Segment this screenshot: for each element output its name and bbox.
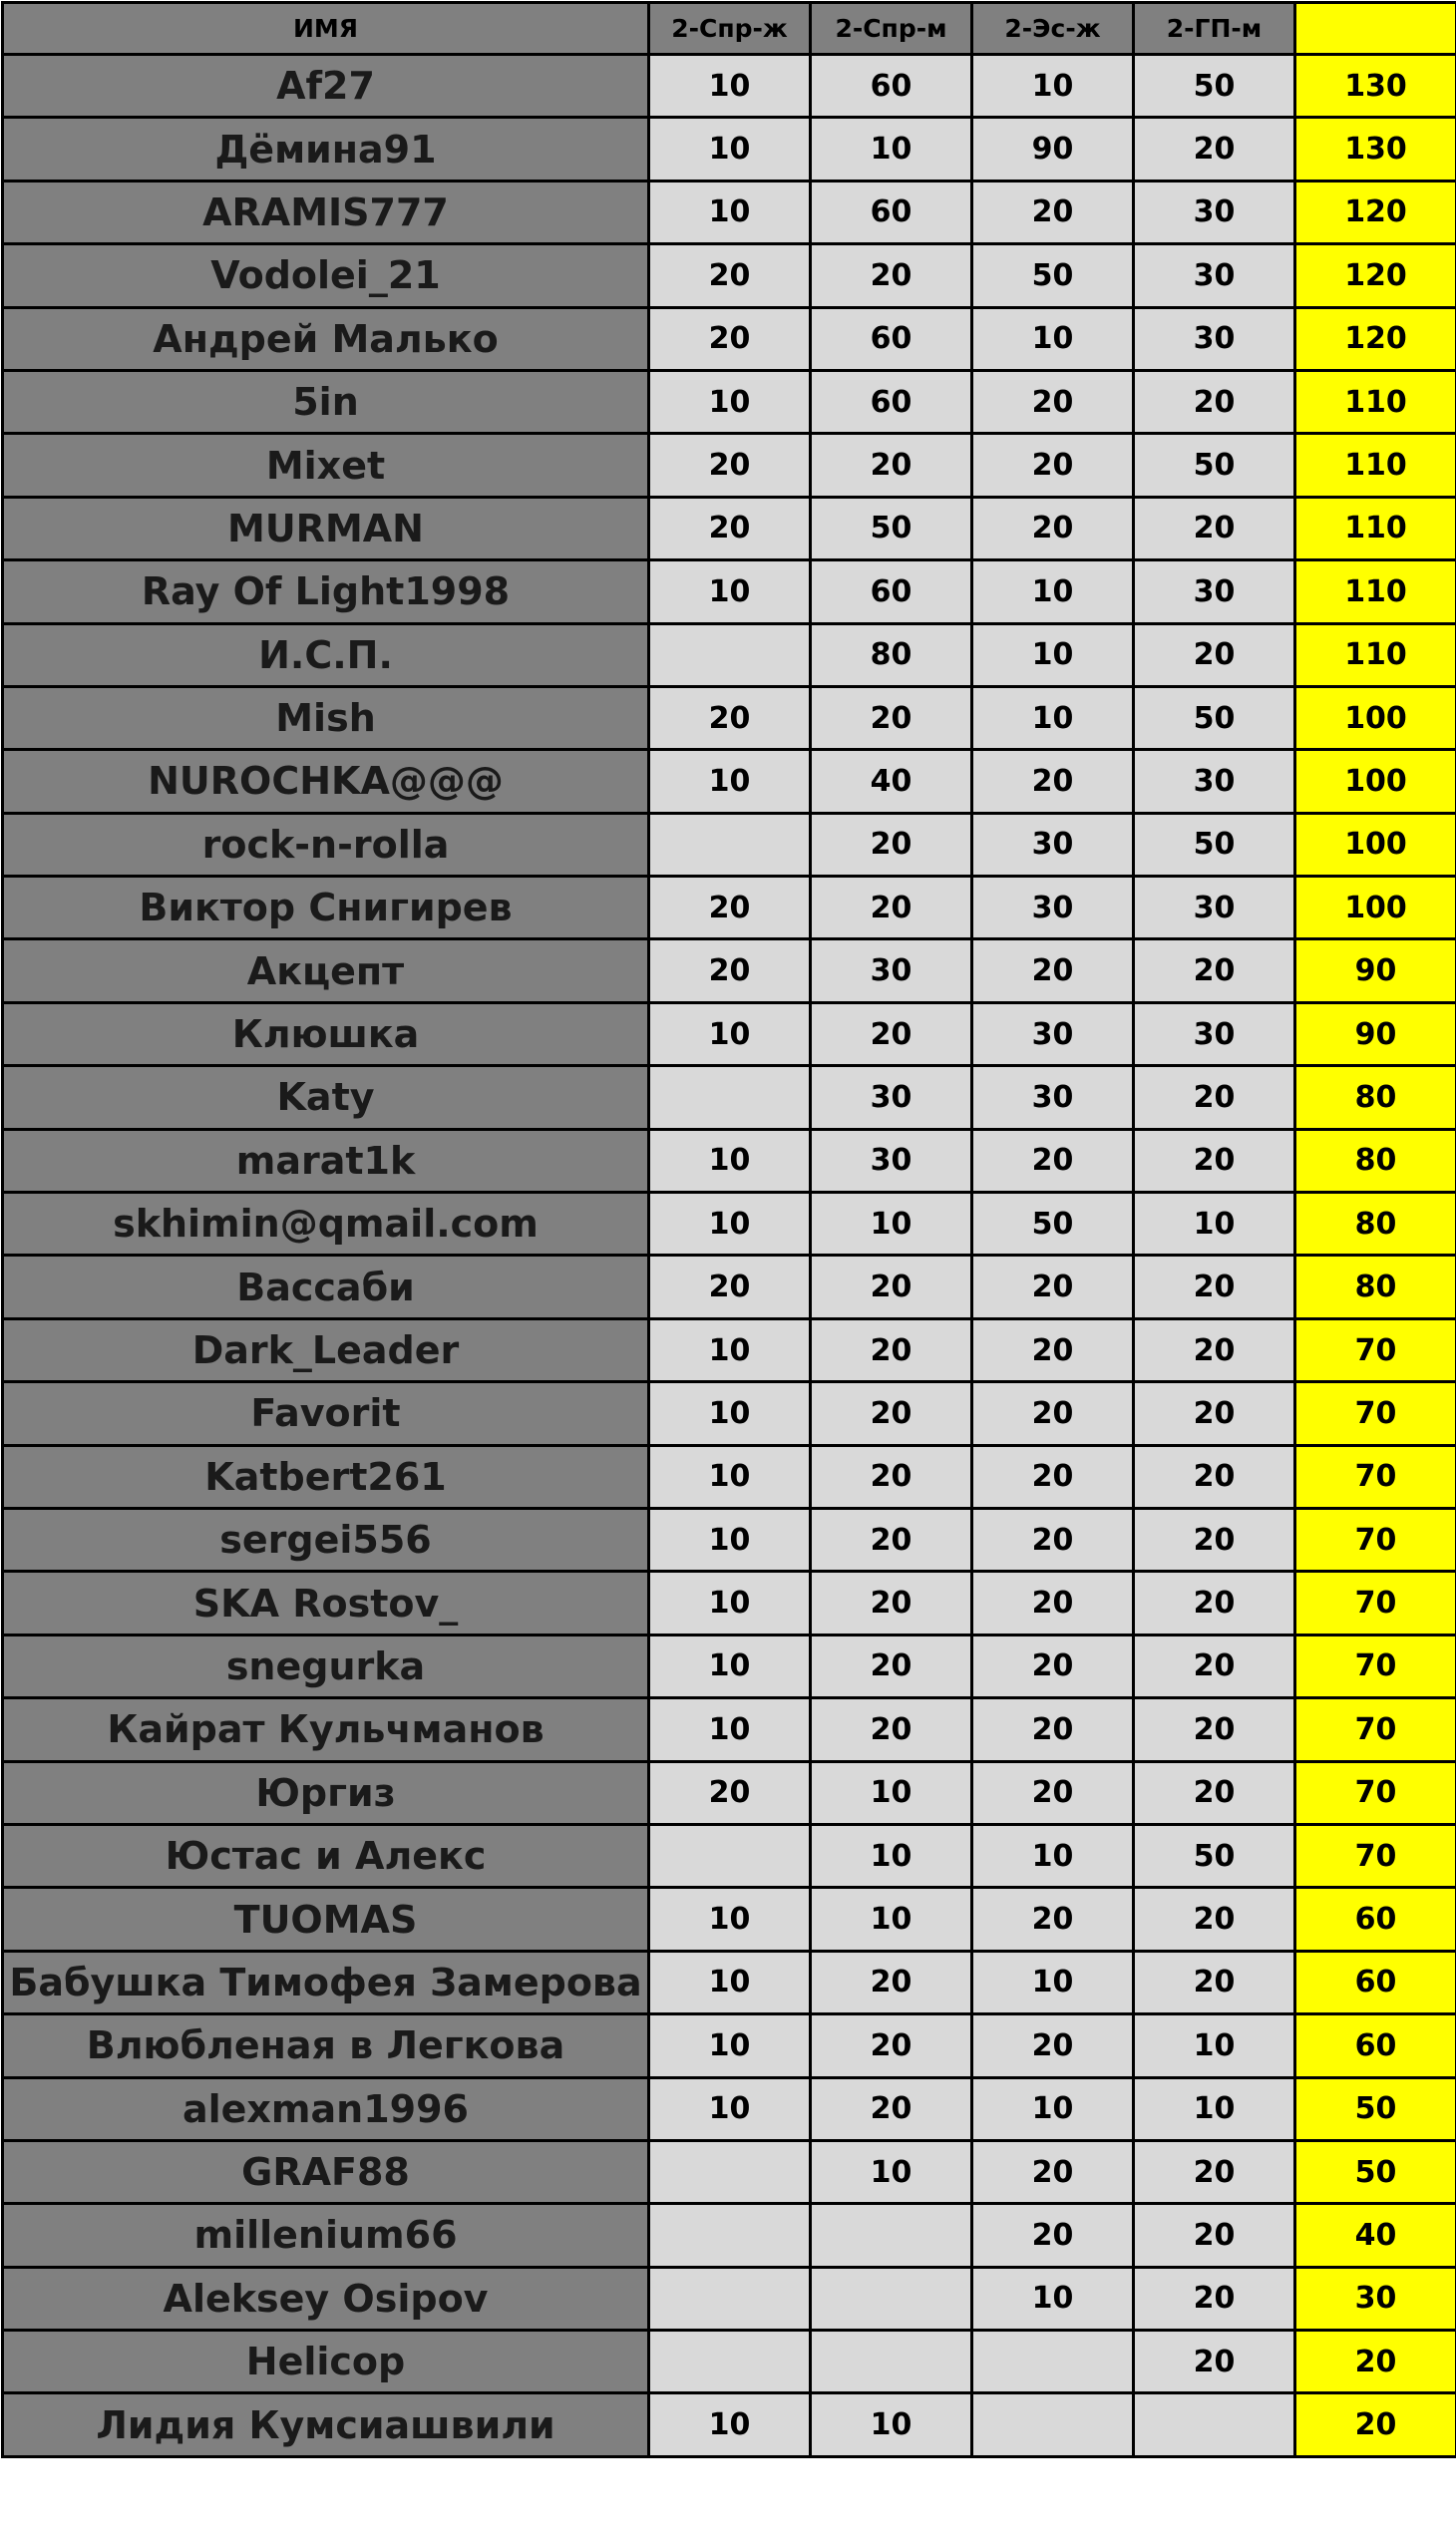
score-cell — [649, 2204, 811, 2267]
score-cell: 10 — [972, 307, 1134, 370]
table-row — [3, 1572, 1456, 1635]
score-cell: 80 — [811, 623, 972, 686]
score-cell: 10 — [811, 2140, 972, 2203]
score-cell: 10 — [649, 1951, 811, 2013]
score-cell: 30 — [972, 813, 1134, 876]
total-cell: 80 — [1295, 1066, 1456, 1129]
total-cell: 80 — [1295, 1193, 1456, 1256]
score-cell: 20 — [811, 813, 972, 876]
table-row — [3, 1824, 1456, 1887]
score-cell: 50 — [972, 244, 1134, 307]
score-cell: 50 — [1134, 55, 1295, 118]
table-row — [3, 623, 1456, 686]
total-cell: 50 — [1295, 2140, 1456, 2203]
participant-name: Helicop — [3, 2331, 649, 2393]
table-row — [3, 1888, 1456, 1951]
table-row — [3, 1951, 1456, 2013]
score-cell: 10 — [811, 1761, 972, 1824]
score-cell: 20 — [1134, 2140, 1295, 2203]
score-cell: 20 — [972, 497, 1134, 559]
total-cell: 90 — [1295, 1002, 1456, 1065]
score-cell: 20 — [649, 497, 811, 559]
total-cell: 70 — [1295, 1698, 1456, 1761]
score-cell: 20 — [1134, 2331, 1295, 2393]
table-row — [3, 2077, 1456, 2140]
score-cell: 10 — [649, 181, 811, 243]
total-cell: 120 — [1295, 244, 1456, 307]
score-cell: 10 — [972, 560, 1134, 623]
score-cell: 20 — [972, 2140, 1134, 2203]
table-row — [3, 1193, 1456, 1256]
header-2-es-zh: 2-Эс-ж — [972, 3, 1134, 55]
score-cell: 20 — [811, 244, 972, 307]
score-cell: 20 — [972, 1761, 1134, 1824]
score-cell — [811, 2204, 972, 2267]
score-cell: 10 — [649, 750, 811, 813]
score-cell: 20 — [811, 2014, 972, 2077]
score-cell: 20 — [649, 877, 811, 939]
participant-name: Katy — [3, 1066, 649, 1129]
score-cell: 30 — [1134, 1002, 1295, 1065]
score-cell: 20 — [1134, 939, 1295, 1002]
score-cell: 20 — [1134, 1382, 1295, 1445]
total-cell: 110 — [1295, 370, 1456, 433]
score-cell: 10 — [972, 55, 1134, 118]
participant-name: Af27 — [3, 55, 649, 118]
total-cell: 70 — [1295, 1445, 1456, 1508]
score-cell: 60 — [811, 370, 972, 433]
total-cell: 120 — [1295, 307, 1456, 370]
participant-name: Aleksey Osipov — [3, 2267, 649, 2330]
score-cell: 10 — [649, 1129, 811, 1192]
table-row — [3, 686, 1456, 749]
score-cell: 20 — [649, 939, 811, 1002]
table-row — [3, 813, 1456, 876]
table-row — [3, 1066, 1456, 1129]
total-cell: 110 — [1295, 623, 1456, 686]
table-row — [3, 370, 1456, 433]
score-cell: 20 — [1134, 1256, 1295, 1318]
score-cell: 10 — [649, 1888, 811, 1951]
score-cell: 10 — [649, 55, 811, 118]
participant-name: Влюбленая в Легкова — [3, 2014, 649, 2077]
score-cell: 10 — [811, 1888, 972, 1951]
table-row — [3, 2204, 1456, 2267]
table-row — [3, 2331, 1456, 2393]
score-cell: 30 — [811, 1129, 972, 1192]
total-cell: 70 — [1295, 1508, 1456, 1571]
total-cell: 90 — [1295, 939, 1456, 1002]
score-cell: 50 — [811, 497, 972, 559]
participant-name: Лидия Кумсиашвили — [3, 2393, 649, 2456]
total-cell: 30 — [1295, 2267, 1456, 2330]
table-row — [3, 181, 1456, 243]
table-row — [3, 55, 1456, 118]
score-cell: 20 — [811, 434, 972, 497]
score-cell — [649, 813, 811, 876]
table-row — [3, 750, 1456, 813]
score-cell: 30 — [972, 1066, 1134, 1129]
score-cell: 20 — [972, 1698, 1134, 1761]
participant-name: GRAF88 — [3, 2140, 649, 2203]
total-cell: 130 — [1295, 55, 1456, 118]
table-row — [3, 1508, 1456, 1571]
score-cell: 30 — [1134, 307, 1295, 370]
participant-name: И.С.П. — [3, 623, 649, 686]
score-cell: 30 — [1134, 181, 1295, 243]
score-cell: 20 — [972, 434, 1134, 497]
score-cell: 20 — [972, 1635, 1134, 1697]
table-row — [3, 1002, 1456, 1065]
score-cell: 20 — [811, 1635, 972, 1697]
score-cell — [649, 2140, 811, 2203]
table-row — [3, 1318, 1456, 1381]
total-cell: 130 — [1295, 118, 1456, 181]
score-cell: 20 — [972, 1129, 1134, 1192]
score-cell: 10 — [649, 1635, 811, 1697]
total-cell: 110 — [1295, 497, 1456, 559]
participant-name: NUROCHKA@@@ — [3, 750, 649, 813]
score-cell: 20 — [811, 1572, 972, 1635]
total-cell: 40 — [1295, 2204, 1456, 2267]
score-cell: 10 — [972, 1951, 1134, 2013]
total-cell: 20 — [1295, 2393, 1456, 2456]
total-cell: 110 — [1295, 434, 1456, 497]
header-2-spr-m: 2-Спр-м — [811, 3, 972, 55]
score-cell: 60 — [811, 55, 972, 118]
participant-name: alexman1996 — [3, 2077, 649, 2140]
score-cell: 20 — [649, 686, 811, 749]
total-cell: 70 — [1295, 1318, 1456, 1381]
total-cell: 120 — [1295, 181, 1456, 243]
score-cell: 30 — [972, 1002, 1134, 1065]
score-cell: 20 — [1134, 1888, 1295, 1951]
score-cell: 20 — [649, 244, 811, 307]
score-cell: 10 — [972, 1824, 1134, 1887]
table-row — [3, 560, 1456, 623]
score-cell: 20 — [649, 1256, 811, 1318]
table-row — [3, 118, 1456, 181]
participant-name: Виктор Снигирев — [3, 877, 649, 939]
score-cell: 50 — [1134, 813, 1295, 876]
participant-name: SKA Rostov_ — [3, 1572, 649, 1635]
participant-name: Кайрат Кульчманов — [3, 1698, 649, 1761]
total-cell: 50 — [1295, 2077, 1456, 2140]
score-cell: 10 — [972, 623, 1134, 686]
table-row — [3, 1129, 1456, 1192]
score-cell: 20 — [649, 307, 811, 370]
score-cell: 20 — [972, 1572, 1134, 1635]
score-cell: 10 — [1134, 2014, 1295, 2077]
total-cell: 110 — [1295, 560, 1456, 623]
table-row — [3, 244, 1456, 307]
score-cell: 10 — [811, 1193, 972, 1256]
header-2-spr-zh: 2-Спр-ж — [649, 3, 811, 55]
score-cell: 10 — [649, 1572, 811, 1635]
score-cell: 10 — [811, 118, 972, 181]
score-cell: 20 — [1134, 1951, 1295, 2013]
total-cell: 60 — [1295, 2014, 1456, 2077]
score-cell: 10 — [811, 1824, 972, 1887]
participant-name: snegurka — [3, 1635, 649, 1697]
table-row — [3, 2140, 1456, 2203]
score-cell: 20 — [1134, 1761, 1295, 1824]
total-cell: 80 — [1295, 1129, 1456, 1192]
score-cell: 20 — [1134, 1635, 1295, 1697]
score-cell: 10 — [649, 1382, 811, 1445]
score-cell: 20 — [1134, 2267, 1295, 2330]
total-cell: 70 — [1295, 1635, 1456, 1697]
total-cell: 80 — [1295, 1256, 1456, 1318]
score-cell: 10 — [649, 2393, 811, 2456]
table-body — [3, 55, 1456, 2457]
score-cell — [811, 2267, 972, 2330]
score-cell: 20 — [1134, 497, 1295, 559]
participant-name: Katbert261 — [3, 1445, 649, 1508]
score-cell: 20 — [972, 2014, 1134, 2077]
participant-name: sergei556 — [3, 1508, 649, 1571]
score-cell: 20 — [1134, 1698, 1295, 1761]
participant-name: Favorit — [3, 1382, 649, 1445]
participant-name: MURMAN — [3, 497, 649, 559]
total-cell: 60 — [1295, 1951, 1456, 2013]
score-cell: 20 — [1134, 1572, 1295, 1635]
score-cell: 20 — [811, 2077, 972, 2140]
score-cell: 20 — [972, 181, 1134, 243]
score-cell: 20 — [649, 434, 811, 497]
score-cell: 60 — [811, 181, 972, 243]
score-cell — [649, 2331, 811, 2393]
table-row — [3, 1256, 1456, 1318]
participant-name: Юстас и Алекс — [3, 1824, 649, 1887]
score-cell: 30 — [1134, 877, 1295, 939]
total-cell: 70 — [1295, 1824, 1456, 1887]
table-row — [3, 434, 1456, 497]
header-total — [1295, 3, 1456, 55]
participant-name: Vodolei_21 — [3, 244, 649, 307]
score-cell: 20 — [1134, 118, 1295, 181]
score-cell — [972, 2331, 1134, 2393]
score-cell: 20 — [972, 750, 1134, 813]
score-cell: 20 — [811, 1698, 972, 1761]
score-cell: 20 — [811, 1508, 972, 1571]
table-row — [3, 2393, 1456, 2456]
total-cell: 100 — [1295, 877, 1456, 939]
table-row — [3, 1382, 1456, 1445]
score-cell: 10 — [649, 1445, 811, 1508]
score-cell: 20 — [1134, 623, 1295, 686]
participant-name: Клюшка — [3, 1002, 649, 1065]
participant-name: skhimin@qmail.com — [3, 1193, 649, 1256]
score-cell: 20 — [972, 1445, 1134, 1508]
participant-name: Бабушка Тимофея Замерова — [3, 1951, 649, 2013]
table-row — [3, 1445, 1456, 1508]
score-cell: 10 — [649, 370, 811, 433]
score-cell: 20 — [649, 1761, 811, 1824]
score-cell: 60 — [811, 307, 972, 370]
score-cell: 10 — [972, 2267, 1134, 2330]
total-cell: 70 — [1295, 1761, 1456, 1824]
score-cell: 20 — [1134, 1318, 1295, 1381]
score-cell: 20 — [811, 1002, 972, 1065]
table-row — [3, 497, 1456, 559]
results-table — [1, 1, 1456, 2458]
score-cell: 30 — [1134, 750, 1295, 813]
score-cell: 20 — [811, 1445, 972, 1508]
table-row — [3, 1698, 1456, 1761]
score-cell — [649, 2267, 811, 2330]
score-cell: 10 — [1134, 1193, 1295, 1256]
score-cell: 10 — [972, 2077, 1134, 2140]
table-row — [3, 2014, 1456, 2077]
score-cell: 20 — [1134, 1066, 1295, 1129]
participant-name: marat1k — [3, 1129, 649, 1192]
score-cell: 50 — [1134, 434, 1295, 497]
participant-name: Юргиз — [3, 1761, 649, 1824]
score-cell: 50 — [1134, 1824, 1295, 1887]
header-2-gp-m: 2-ГП-м — [1134, 3, 1295, 55]
participant-name: Андрей Малько — [3, 307, 649, 370]
score-cell — [649, 1066, 811, 1129]
score-cell: 20 — [1134, 1508, 1295, 1571]
participant-name: Акцепт — [3, 939, 649, 1002]
score-cell: 20 — [972, 2204, 1134, 2267]
score-cell: 10 — [811, 2393, 972, 2456]
participant-name: Дёмина91 — [3, 118, 649, 181]
total-cell: 60 — [1295, 1888, 1456, 1951]
score-cell: 30 — [811, 939, 972, 1002]
score-cell: 20 — [972, 1318, 1134, 1381]
score-cell — [811, 2331, 972, 2393]
score-cell: 20 — [972, 370, 1134, 433]
header-row — [3, 3, 1456, 55]
score-cell: 10 — [649, 560, 811, 623]
score-cell: 20 — [811, 1382, 972, 1445]
participant-name: 5in — [3, 370, 649, 433]
score-cell: 40 — [811, 750, 972, 813]
score-cell: 20 — [1134, 2204, 1295, 2267]
score-cell: 20 — [811, 1256, 972, 1318]
participant-name: millenium66 — [3, 2204, 649, 2267]
score-cell: 20 — [972, 1888, 1134, 1951]
score-cell: 20 — [1134, 370, 1295, 433]
score-cell: 60 — [811, 560, 972, 623]
table-row — [3, 2267, 1456, 2330]
score-cell — [972, 2393, 1134, 2456]
score-cell: 20 — [1134, 1445, 1295, 1508]
score-cell: 90 — [972, 118, 1134, 181]
score-cell: 30 — [1134, 244, 1295, 307]
score-cell: 10 — [649, 118, 811, 181]
score-cell: 10 — [972, 686, 1134, 749]
participant-name: TUOMAS — [3, 1888, 649, 1951]
score-cell: 50 — [972, 1193, 1134, 1256]
total-cell: 20 — [1295, 2331, 1456, 2393]
score-cell: 10 — [649, 1698, 811, 1761]
score-cell: 30 — [1134, 560, 1295, 623]
participant-name: ARAMIS777 — [3, 181, 649, 243]
total-cell: 70 — [1295, 1382, 1456, 1445]
score-cell — [1134, 2393, 1295, 2456]
table-row — [3, 1635, 1456, 1697]
score-cell: 20 — [811, 1951, 972, 2013]
table-row — [3, 939, 1456, 1002]
score-cell: 30 — [811, 1066, 972, 1129]
score-cell: 20 — [811, 877, 972, 939]
score-cell: 10 — [649, 2077, 811, 2140]
score-cell: 20 — [1134, 1129, 1295, 1192]
score-cell: 20 — [972, 939, 1134, 1002]
total-cell: 100 — [1295, 686, 1456, 749]
participant-name: Mish — [3, 686, 649, 749]
score-cell — [649, 1824, 811, 1887]
participant-name: Dark_Leader — [3, 1318, 649, 1381]
score-cell: 20 — [972, 1508, 1134, 1571]
score-cell: 10 — [649, 2014, 811, 2077]
participant-name: Mixet — [3, 434, 649, 497]
score-cell: 10 — [1134, 2077, 1295, 2140]
score-cell: 30 — [972, 877, 1134, 939]
score-cell: 10 — [649, 1508, 811, 1571]
score-cell: 10 — [649, 1002, 811, 1065]
score-cell: 20 — [972, 1256, 1134, 1318]
total-cell: 100 — [1295, 813, 1456, 876]
header-name: ИМЯ — [3, 3, 649, 55]
score-cell: 20 — [972, 1382, 1134, 1445]
score-cell: 10 — [649, 1193, 811, 1256]
total-cell: 70 — [1295, 1572, 1456, 1635]
table-row — [3, 877, 1456, 939]
total-cell: 100 — [1295, 750, 1456, 813]
participant-name: Ray Of Light1998 — [3, 560, 649, 623]
score-cell: 20 — [811, 686, 972, 749]
score-cell: 50 — [1134, 686, 1295, 749]
score-cell — [649, 623, 811, 686]
score-cell: 20 — [811, 1318, 972, 1381]
table-row — [3, 307, 1456, 370]
table-row — [3, 1761, 1456, 1824]
participant-name: rock-n-rolla — [3, 813, 649, 876]
score-cell: 10 — [649, 1318, 811, 1381]
participant-name: Вассаби — [3, 1256, 649, 1318]
